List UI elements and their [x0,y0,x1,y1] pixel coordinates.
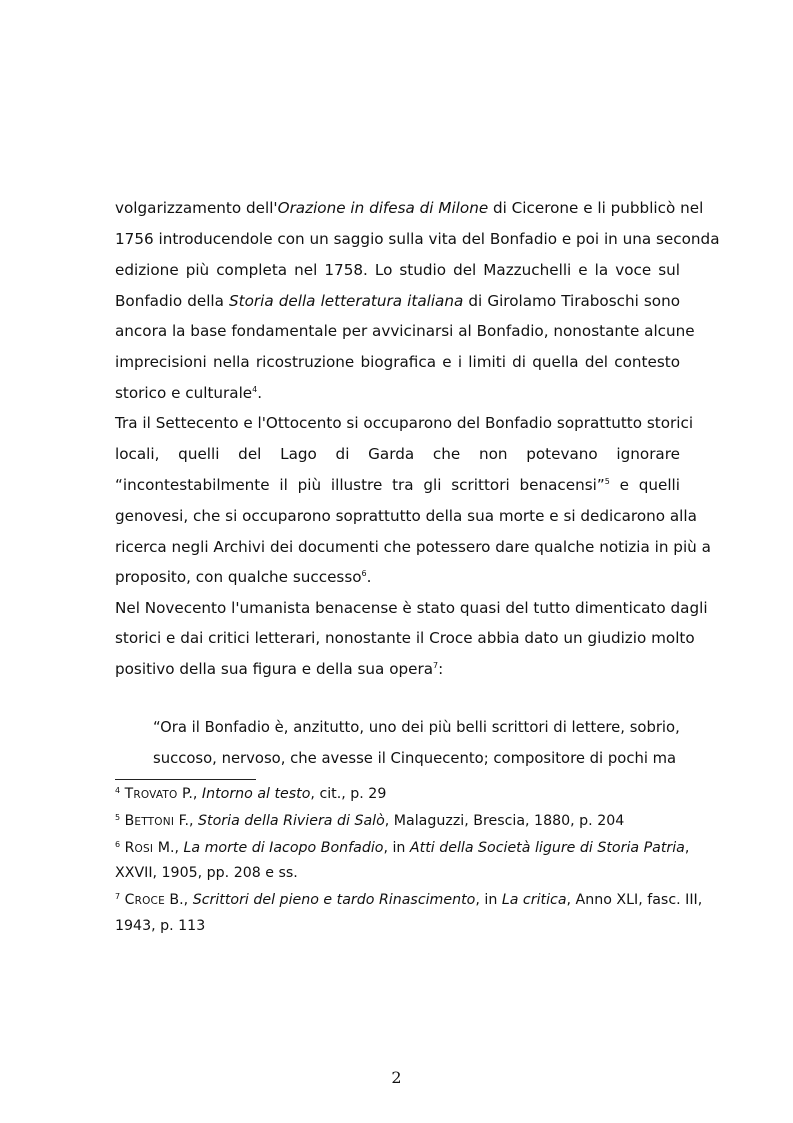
text: positivo della sua figura e della sua opera [115,660,434,678]
footnote-title: Scrittori del pieno e tardo Rinascimento [192,892,476,908]
body-line-9: locali, quelli del Lago di Garda che non potevano ignorare [115,445,680,463]
author-initial: T [124,786,134,802]
footnote-6 [115,838,690,859]
title-italic: Orazione in difesa di Milone [277,199,489,217]
footnote-5 [115,811,681,832]
body-line-1 [115,198,704,218]
text: , cit., p. 29 [310,786,387,802]
footnote-title: Storia della Riviera di Salò [198,813,385,829]
body-line-8: Tra il Settecento e l'Ottocento si occuparono del Bonfadio soprattutto storici [115,414,694,432]
body-line-14: Nel Novecento l'umanista benacense è stato quasi del tutto dimenticato dagli [115,599,708,617]
footnote-ref-6[interactable]: 6 [361,569,367,578]
text: di Girolamo Tiraboschi sono [463,292,681,310]
text: , in [383,840,410,856]
body-line-7 [115,383,680,403]
text: : [438,660,444,678]
footnote-journal: La critica [501,892,567,908]
footnote-number: 6 [115,840,121,849]
author-smallcaps: ETTONI [134,816,175,828]
title-italic: Storia della letteratura italiana [229,292,464,310]
text: storico e culturale [115,384,253,402]
footnote-separator [115,779,256,780]
footnote-7 [115,890,703,911]
body-line-6: imprecisioni nella ricostruzione biografica e i limiti di quella del contesto [115,353,680,371]
quote-line-2: succoso, nervoso, che avesse il Cinquecento; compositore di pochi ma [153,750,677,767]
text: F., [174,813,199,829]
footnote-number: 4 [115,786,121,795]
body-line-12: ricerca negli Archivi dei documenti che potessero dare qualche notizia in più a [115,538,711,556]
footnote-number: 5 [115,813,121,822]
author-initial: B [124,813,135,829]
author-smallcaps: OSI [134,843,154,855]
text: , Malaguzzi, Brescia, 1880, p. 204 [384,813,625,829]
text: Bonfadio della [115,292,230,310]
text: , in [475,892,502,908]
body-line-16 [115,659,680,679]
text: di Cicerone e li pubblicò nel [488,199,704,217]
footnote-author [124,892,165,908]
author-smallcaps: ROCE [134,895,165,907]
footnote-ref-5[interactable]: 5 [604,477,610,486]
text: , Anno XLI, fasc. III, [566,892,703,908]
footnote-6-line-2: XXVII, 1905, pp. 208 e ss. [115,865,298,881]
body-line-2: 1756 introducendole con un saggio sulla vita del Bonfadio e poi in una seconda [115,230,720,248]
text: P., [177,786,202,802]
quote-line-1: “Ora il Bonfadio è, anzitutto, uno dei più belli scrittori di lettere, sobrio, [153,719,680,736]
author-initial: C [124,892,135,908]
text: M., [153,840,184,856]
footnote-journal: Atti della Società ligure di Storia Patria [409,840,685,856]
footnote-number: 7 [115,892,121,901]
body-line-3: edizione più completa nel 1758. Lo studio del Mazzuchelli e la voce sul [115,261,680,279]
body-line-13 [115,567,680,587]
footnote-ref-4[interactable]: 4 [252,385,258,394]
text: . [366,568,372,586]
text: proposito, con qualche successo [115,568,362,586]
body-line-15: storici e dai critici letterari, nonostante il Croce abbia dato un giudizio molto [115,629,695,647]
text: B., [164,892,193,908]
text: “incontestabilmente il più illustre tra gli scrittori benacensi” [115,476,605,494]
text: . [257,384,263,402]
body-line-5: ancora la base fondamentale per avvicinarsi al Bonfadio, nonostante alcune [115,322,695,340]
footnote-title: La morte di Iacopo Bonfadio [183,840,384,856]
body-line-11: genovesi, che si occuparono soprattutto della sua morte e si dedicarono alla [115,507,697,525]
body-line-4 [115,291,680,311]
text: volgarizzamento dell' [115,199,278,217]
body-line-10 [115,475,680,495]
text: e quelli [609,476,680,494]
footnote-ref-7[interactable]: 7 [433,661,439,670]
footnote-7-line-2: 1943, p. 113 [115,918,206,934]
author-initial: R [124,840,135,856]
text: , [684,840,690,856]
footnote-4 [115,784,681,805]
footnote-author [124,840,154,856]
footnote-author [124,786,178,802]
footnote-author [124,813,175,829]
author-smallcaps: ROVATO [133,789,178,801]
page-number: 2 [391,1068,402,1087]
footnote-title: Intorno al testo [201,786,311,802]
